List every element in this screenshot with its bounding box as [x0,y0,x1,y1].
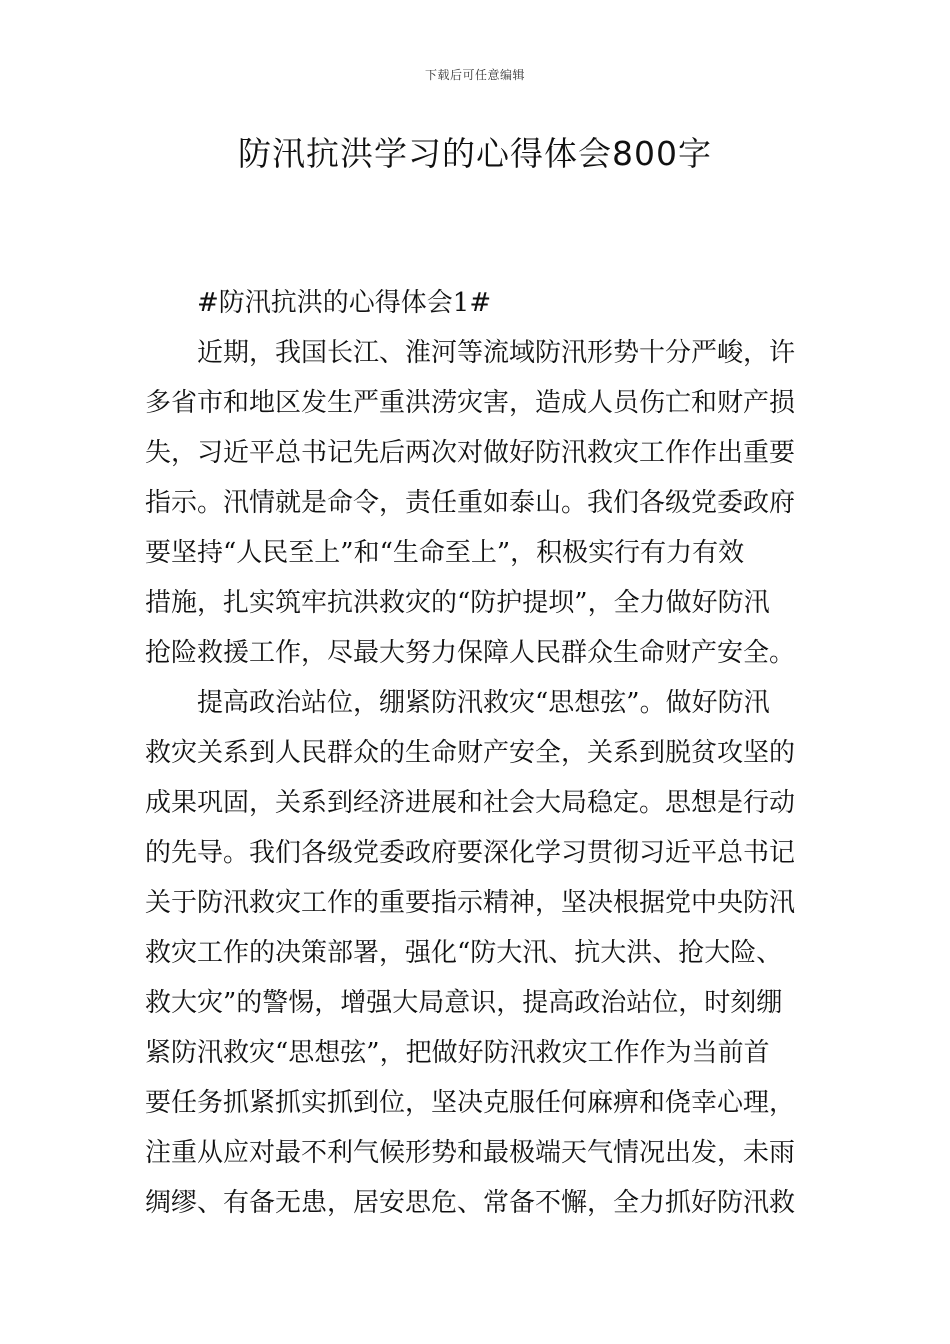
section-heading: #防汛抗洪的心得体会1# [197,288,492,318]
paragraph-line: 的先导。我们各级党委政府要深化学习贯彻习近平总书记 [145,838,796,868]
paragraph-line: 近期，我国长江、淮河等流域防汛形势十分严峻，许 [197,338,796,368]
paragraph-line: 注重从应对最不利气候形势和最极端天气情况出发，未雨 [145,1138,796,1168]
paragraph-line: 要坚持“人民至上”和“生命至上”，积极实行有力有效 [145,538,745,568]
paragraph-line: 救大灾”的警惕，增强大局意识，提高政治站位，时刻绷 [145,988,783,1018]
paragraph-line: 失，习近平总书记先后两次对做好防汛救灾工作作出重要 [145,438,796,468]
paragraph-line: 紧防汛救灾“思想弦”，把做好防汛救灾工作作为当前首 [145,1038,770,1068]
paragraph-line: 关于防汛救灾工作的重要指示精神，坚决根据党中央防汛 [145,888,796,918]
paragraph-line: 成果巩固，关系到经济进展和社会大局稳定。思想是行动 [145,788,796,818]
paragraph-line: 抢险救援工作，尽最大努力保障人民群众生命财产安全。 [145,638,796,668]
document-title: 防汛抗洪学习的心得体会800字 [238,134,712,173]
paragraph-line: 提高政治站位，绷紧防汛救灾“思想弦”。做好防汛 [197,688,770,718]
document-body [145,278,805,1228]
paragraph-line: 要任务抓紧抓实抓到位，坚决克服任何麻痹和侥幸心理， [145,1088,796,1118]
paragraph-1 [145,328,805,678]
paragraph-line: 绸缪、有备无患，居安思危、常备不懈，全力抓好防汛救 [145,1188,796,1218]
paragraph-line: 措施，扎实筑牢抗洪救灾的“防护提坝”，全力做好防汛 [145,588,770,618]
paragraph-line: 救灾关系到人民群众的生命财产安全，关系到脱贫攻坚的 [145,738,796,768]
paragraph-2 [145,678,805,1228]
paragraph-line: 多省市和地区发生严重洪涝灾害，造成人员伤亡和财产损 [145,388,796,418]
header-note: 下载后可任意编辑 [424,68,525,82]
paragraph-line: 指示。汛情就是命令，责任重如泰山。我们各级党委政府 [145,488,796,518]
paragraph-line: 救灾工作的决策部署，强化“防大汛、抗大洪、抢大险、 [145,938,783,968]
